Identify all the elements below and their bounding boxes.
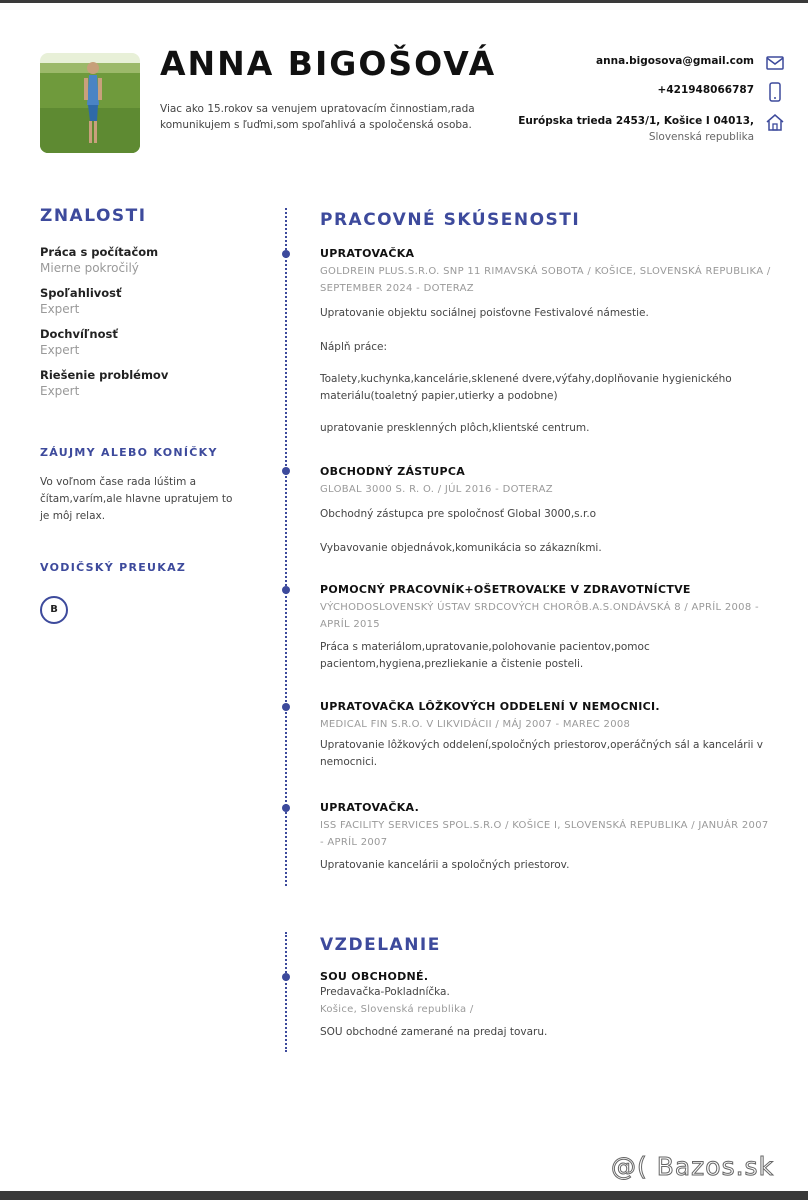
education-heading: VZDELANIE [320, 935, 441, 955]
timeline-dot [282, 973, 290, 981]
job-entry [320, 465, 775, 557]
experience-heading: PRACOVNÉ SKÚSENOSTI [320, 210, 581, 230]
experience-timeline [285, 208, 287, 886]
job-description: Vybavovanie objednávok,komunikácia so zákazníkmi. [320, 542, 602, 554]
skill-level: Expert [40, 384, 80, 398]
timeline-dot [282, 804, 290, 812]
job-title: UPRATOVAČKA. [320, 801, 420, 814]
timeline-dot [282, 586, 290, 594]
address-country: Slovenská republika [648, 131, 754, 143]
school-description: SOU obchodné zamerané na predaj tovaru. [320, 1026, 548, 1038]
skill-level: Mierne pokročilý [40, 261, 139, 275]
job-employer: MEDICAL FIN S.R.O. V LIKVIDÁCII / MÁJ 2007 - MAREC 2008 [320, 719, 631, 730]
bazos-watermark: @( Bazos.sk [611, 1152, 775, 1181]
job-description: Upratovanie kancelárii a spoločných priestorov. [320, 859, 570, 871]
job-employer: VÝCHODOSLOVENSKÝ ÚSTAV SRDCOVÝCH CHORÔB.A.S.ONDÁVSKÁ 8 / APRÍL 2008 - APRÍL 2015 [320, 602, 759, 630]
job-employer: ISS FACILITY SERVICES SPOL.S.R.O / KOŠICE I, SLOVENSKÁ REPUBLIKA / JANUÁR 2007 - APRÍL 2007 [320, 820, 769, 848]
skill-item [40, 368, 168, 398]
email-text[interactable]: anna.bigosova@gmail.com [596, 55, 754, 67]
timeline-dot [282, 250, 290, 258]
job-entry [320, 583, 775, 673]
job-title: UPRATOVAČKA [320, 247, 415, 260]
job-description: Upratovanie lôžkových oddelení,spoločných priestorov,operáčných sál a kancelárii v nemocnici. [320, 739, 763, 768]
school-location: Košice, Slovenská republika / [320, 1004, 474, 1015]
skill-item [40, 245, 158, 275]
hobbies-text: Vo voľnom čase rada lúštim a čítam,varím,ale hlavne upratujem to je môj relax. [40, 476, 233, 522]
skill-item [40, 286, 122, 316]
job-description: Náplň práce: [320, 341, 388, 353]
skill-level: Expert [40, 302, 80, 316]
profile-photo [40, 53, 140, 153]
skill-name: Práca s počítačom [40, 245, 159, 259]
school-field: Predavačka-Pokladníčka. [320, 986, 450, 998]
skill-name: Riešenie problémov [40, 368, 169, 382]
phone-icon [765, 82, 785, 102]
hobbies-heading: ZÁUJMY ALEBO KONÍČKY [40, 446, 218, 459]
job-description: Obchodný zástupca pre spoločnosť Global 3000,s.r.o [320, 508, 597, 520]
bottom-border [0, 1191, 808, 1200]
address-block [518, 113, 754, 145]
job-description: Upratovanie objektu sociálnej poisťovne Festivalové námestie. [320, 307, 649, 319]
skill-level: Expert [40, 343, 80, 357]
skill-item [40, 327, 118, 357]
license-heading: VODIČSKÝ PREUKAZ [40, 561, 187, 574]
job-employer: GOLDREIN PLUS.S.R.O. SNP 11 RIMAVSKÁ SOBOTA / KOŠICE, SLOVENSKÁ REPUBLIKA / SEPTEMBER 2024 - DOTERAZ [320, 266, 771, 294]
profile-summary: Viac ako 15.rokov sa venujem upratovacím činnostiam,rada komunikujem s ľuďmi,som spoľahlivá a spoločenská osoba. [160, 103, 475, 131]
skill-name: Spoľahlivosť [40, 286, 122, 300]
education-entry [320, 970, 775, 1041]
job-entry [320, 700, 775, 771]
home-icon [765, 112, 785, 132]
job-title: UPRATOVAČKA LÔŽKOVÝCH ODDELENÍ V NEMOCNICI. [320, 700, 660, 713]
skill-name: Dochvíľnosť [40, 327, 118, 341]
job-title: POMOCNÝ PRACOVNÍK+OŠETROVAĽKE V ZDRAVOTNÍCTVE [320, 583, 691, 596]
school-name: SOU OBCHODNÉ. [320, 970, 429, 983]
candidate-name: ANNA BIGOŠOVÁ [160, 44, 497, 83]
education-timeline [285, 932, 287, 1052]
job-description: Práca s materiálom,upratovanie,polohovanie pacientov,pomoc pacientom,hygiena,prezliekanie a čistenie posteli. [320, 641, 650, 670]
address-text: Európska trieda 2453/1, Košice I 04013, [518, 115, 754, 127]
job-entry [320, 247, 775, 437]
job-entry [320, 801, 775, 874]
timeline-dot [282, 703, 290, 711]
license-badge: B [40, 596, 68, 624]
skills-heading: ZNALOSTI [40, 206, 147, 226]
top-border [0, 0, 808, 3]
timeline-dot [282, 467, 290, 475]
envelope-icon [765, 53, 785, 73]
phone-text[interactable]: +421948066787 [657, 84, 754, 96]
job-description: Toalety,kuchynka,kancelárie,sklenené dvere,výťahy,doplňovanie hygienického materiálu(toaletný papier,utierky a podobne) [320, 373, 732, 402]
job-employer: GLOBAL 3000 S. R. O. / JÚL 2016 - DOTERAZ [320, 484, 553, 495]
job-title: OBCHODNÝ ZÁSTUPCA [320, 465, 466, 478]
job-description: upratovanie presklenných plôch,klientské centrum. [320, 422, 590, 434]
